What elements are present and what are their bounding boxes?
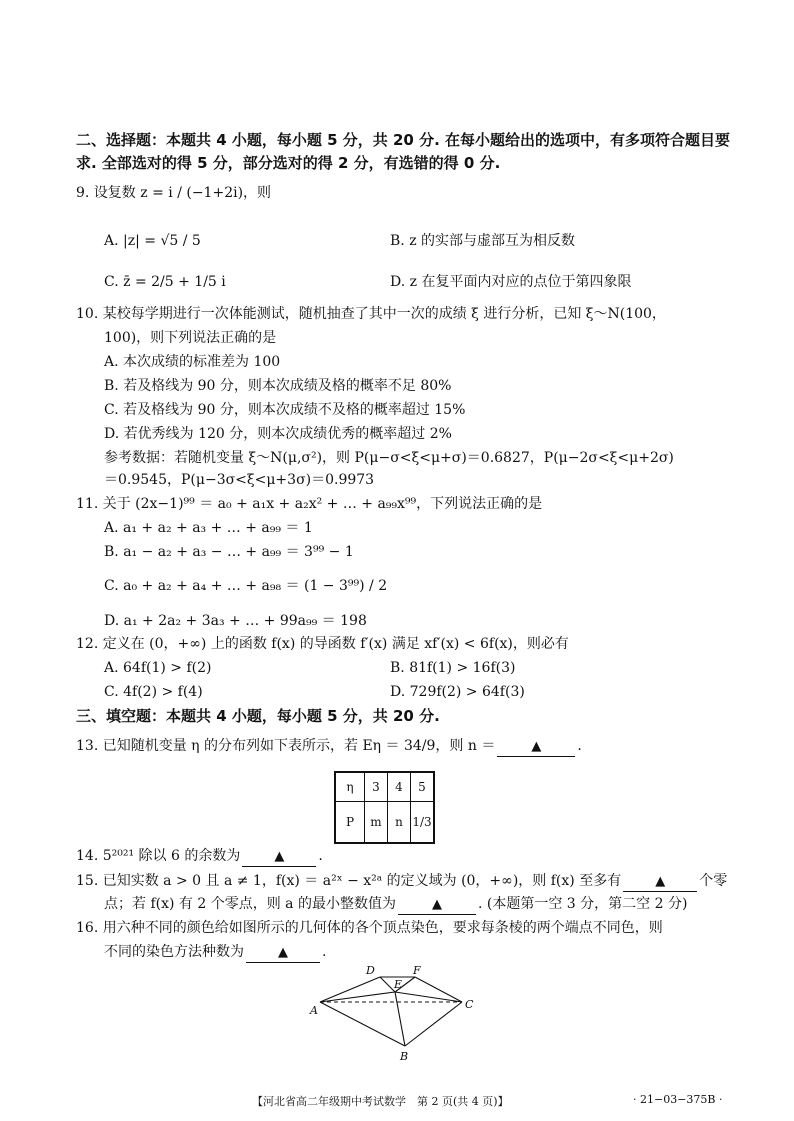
q9-option-d: D. z 在复平面内对应的点位于第四象限 bbox=[390, 274, 632, 290]
answer-triangle-icon: ▲ bbox=[431, 897, 442, 912]
q16-line2-text: 不同的染色方法种数为 bbox=[104, 944, 244, 960]
answer-triangle-icon: ▲ bbox=[274, 849, 285, 864]
q16-line2 bbox=[104, 943, 326, 963]
q10-stem-line2: 100)，则下列说法正确的是 bbox=[104, 330, 277, 346]
section-3-title: 三、填空题：本题共 4 小题，每小题 5 分，共 20 分. bbox=[76, 707, 440, 725]
edge-AE bbox=[320, 992, 395, 1002]
q11-option-b: B. a₁ − a₂ + a₃ − … + a₉₉ ＝ 3⁹⁹ − 1 bbox=[104, 544, 354, 560]
q10-option-c: C. 若及格线为 90 分，则本次成绩不及格的概率超过 15% bbox=[104, 402, 466, 418]
q10-stem-line1: 10. 某校每学期进行一次体能测试，随机抽查了其中一次的成绩 ξ 进行分析，已知 ξ～N(100， bbox=[76, 306, 666, 322]
q13-stem bbox=[76, 737, 582, 757]
edge-CB bbox=[405, 1002, 462, 1046]
q14-stem-end: . bbox=[318, 848, 323, 864]
edge-DE bbox=[380, 977, 395, 992]
q9-option-a: A. |z| = √5 / 5 bbox=[104, 233, 201, 249]
q15-line2 bbox=[104, 895, 687, 915]
vertex-label-b: B bbox=[400, 1050, 409, 1063]
vertex-label-d: D bbox=[366, 964, 375, 977]
edge-FE bbox=[395, 977, 415, 992]
q11-stem: 11. 关于 (2x−1)⁹⁹ ＝ a₀ + a₁x + a₂x² + … + a₉₉x⁹⁹，下列说法正确的是 bbox=[76, 496, 543, 512]
q14-stem-text: 14. 5²⁰²¹ 除以 6 的余数为 bbox=[76, 848, 241, 864]
section-2-title-line2: 求. 全部选对的得 5 分，部分选对的得 2 分，有选错的得 0 分. bbox=[76, 154, 501, 172]
answer-triangle-icon: ▲ bbox=[531, 739, 542, 754]
q12-stem: 12. 定义在 (0，+∞) 上的函数 f(x) 的导函数 f′(x) 满足 xf′(x) < 6f(x)，则必有 bbox=[76, 636, 569, 652]
q9-option-b: B. z 的实部与虚部互为相反数 bbox=[390, 233, 576, 249]
page-code: · 21−03−375B · bbox=[633, 1093, 723, 1106]
table-cell: 1/3 bbox=[411, 802, 435, 844]
q10-option-b: B. 若及格线为 90 分，则本次成绩及格的概率不足 80% bbox=[104, 378, 452, 394]
q15-answer-blank-1 bbox=[623, 872, 697, 892]
q11-option-a: A. a₁ + a₂ + a₃ + … + a₉₉ ＝ 1 bbox=[104, 520, 313, 536]
table-cell: m bbox=[365, 802, 388, 844]
q15-line2-text: 点；若 f(x) 有 2 个零点，则 a 的最小整数值为 bbox=[104, 896, 396, 912]
table-cell: 5 bbox=[411, 772, 435, 802]
q15-answer-blank-2 bbox=[398, 895, 476, 915]
vertex-label-e: E bbox=[394, 978, 403, 991]
edge-EC bbox=[395, 992, 462, 1002]
polyhedron-edges bbox=[320, 977, 462, 1046]
q15-line1-end: 个零 bbox=[699, 873, 728, 889]
q10-option-a: A. 本次成绩的标准差为 100 bbox=[104, 354, 281, 370]
q11-option-c: C. a₀ + a₂ + a₄ + … + a₉₈ ＝ (1 − 3⁹⁹) / 2 bbox=[104, 578, 388, 594]
q11-option-d: D. a₁ + 2a₂ + 3a₃ + … + 99a₉₉ ＝ 198 bbox=[104, 613, 367, 629]
edge-FC bbox=[415, 977, 462, 1002]
page-footer: 【河北省高二年级期中考试数学 第 2 页(共 4 页)】 bbox=[252, 1095, 509, 1108]
table-cell: 4 bbox=[388, 772, 411, 802]
table-cell: 3 bbox=[365, 772, 388, 802]
q12-option-d: D. 729f(2) > 64f(3) bbox=[390, 684, 525, 700]
q13-answer-blank bbox=[497, 737, 575, 757]
edge-AB bbox=[320, 1002, 405, 1046]
q12-option-c: C. 4f(2) > f(4) bbox=[104, 684, 203, 700]
q16-answer-blank bbox=[246, 943, 320, 963]
q9-stem: 9. 设复数 z = i / (−1+2i)，则 bbox=[76, 185, 272, 201]
q14-stem bbox=[76, 847, 323, 867]
q16-line2-end: . bbox=[322, 944, 327, 960]
q12-option-b: B. 81f(1) > 16f(3) bbox=[390, 660, 516, 676]
vertex-labels bbox=[309, 964, 474, 1063]
table-cell: n bbox=[388, 802, 411, 844]
q12-option-a: A. 64f(1) > f(2) bbox=[104, 660, 212, 676]
table-row bbox=[335, 802, 434, 844]
q15-line2-end: . (本题第一空 3 分，第二空 2 分) bbox=[477, 896, 688, 912]
edge-AD bbox=[320, 977, 380, 1002]
q13-stem-text: 13. 已知随机变量 η 的分布列如下表所示，若 Eη ＝ 34/9，则 n ＝ bbox=[76, 738, 496, 754]
vertex-label-f: F bbox=[413, 964, 421, 977]
q15-line1 bbox=[76, 872, 727, 892]
edge-EB bbox=[395, 992, 405, 1046]
q13-stem-end: . bbox=[577, 738, 582, 754]
table-row bbox=[335, 772, 434, 802]
q14-answer-blank bbox=[242, 847, 316, 867]
section-2-title-line1: 二、选择题：本题共 4 小题，每小题 5 分，共 20 分. 在每小题给出的选项中，有多项符合题目要 bbox=[76, 131, 731, 149]
q15-line1-text: 15. 已知实数 a > 0 且 a ≠ 1，f(x) ＝ a²ˣ − x²ᵃ 的定义域为 (0，+∞)，则 f(x) 至多有 bbox=[76, 873, 622, 889]
q10-option-d: D. 若优秀线为 120 分，则本次成绩优秀的概率超过 2% bbox=[104, 426, 452, 442]
q10-reference-line2: ＝0.9545，P(μ−3σ<ξ<μ+3σ)＝0.9973 bbox=[104, 472, 375, 488]
table-cell: η bbox=[335, 772, 365, 802]
answer-triangle-icon: ▲ bbox=[278, 945, 288, 960]
q13-distribution-table bbox=[334, 771, 435, 844]
vertex-label-a: A bbox=[310, 1004, 318, 1017]
q10-reference-line1: 参考数据：若随机变量 ξ～N(μ,σ²)，则 P(μ−σ<ξ<μ+σ)＝0.6827，P(μ−2σ<ξ<μ+2σ) bbox=[104, 450, 674, 466]
table-cell: P bbox=[335, 802, 365, 844]
vertex-label-c: C bbox=[465, 998, 474, 1011]
q16-line1: 16. 用六种不同的颜色给如图所示的几何体的各个顶点染色，要求每条棱的两个端点不同色，则 bbox=[76, 920, 663, 936]
answer-triangle-icon: ▲ bbox=[655, 874, 666, 889]
q9-option-c: C. z̄ = 2/5 + 1/5 i bbox=[104, 274, 226, 290]
